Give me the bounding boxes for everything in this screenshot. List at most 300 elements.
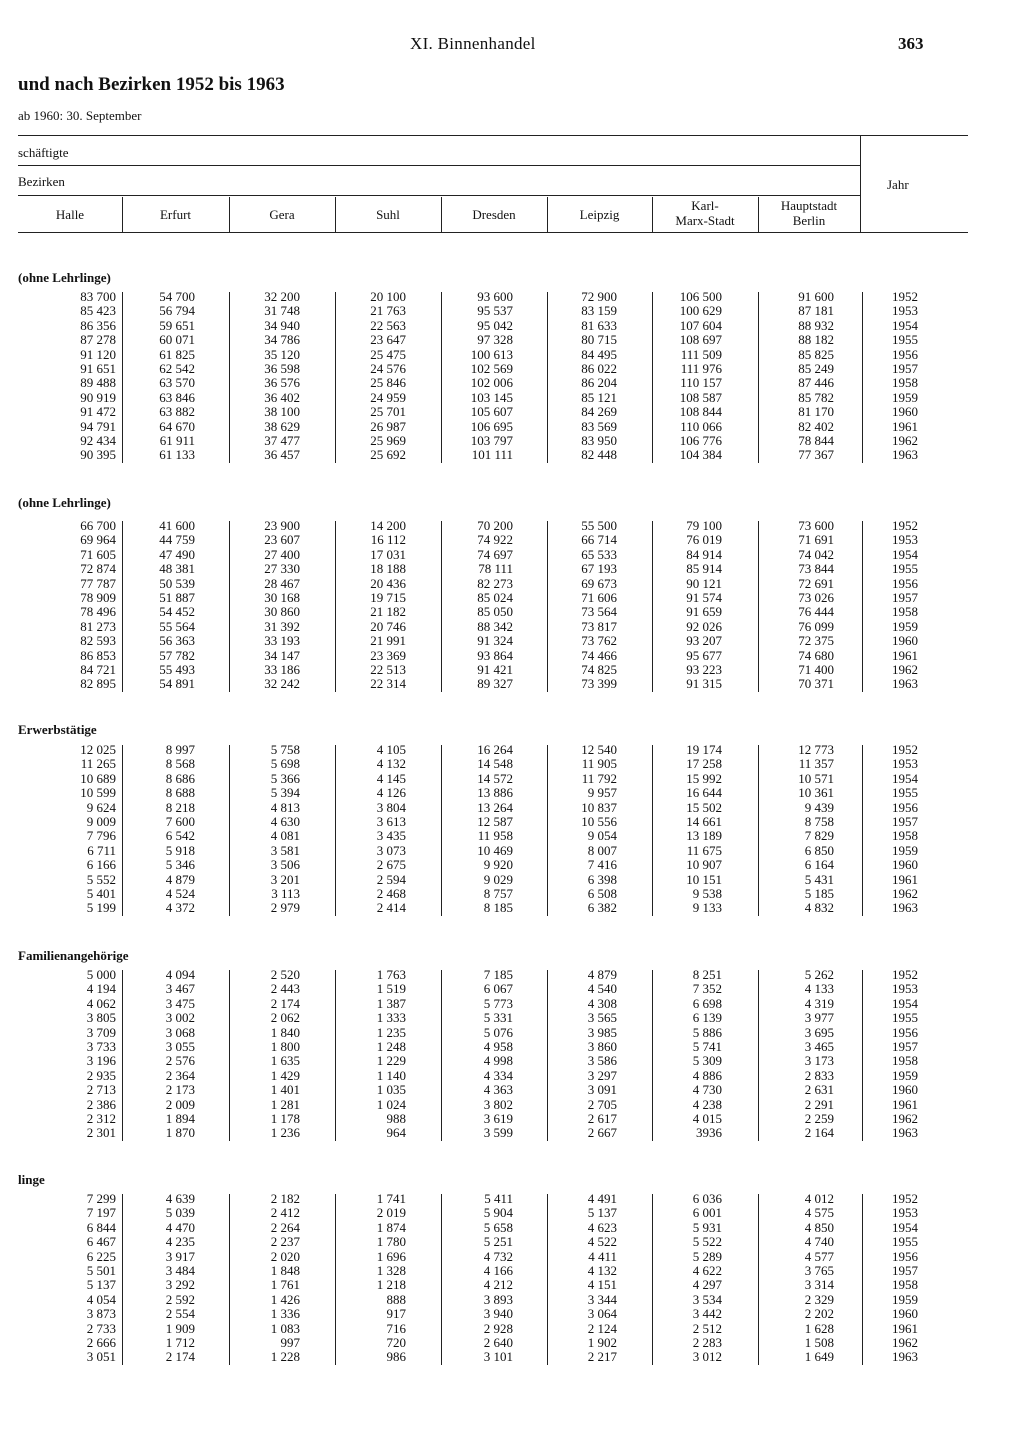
table-cell: 8 757 xyxy=(483,886,513,901)
table-cell: 63 570 xyxy=(159,375,195,391)
header-rule-1 xyxy=(18,165,860,166)
year-cell: 1956 xyxy=(892,1024,918,1040)
table-cell: 91 600 xyxy=(798,289,834,304)
table-cell: 988 xyxy=(386,1111,406,1126)
table-cell: 2 554 xyxy=(165,1306,195,1322)
table-cell: 986 xyxy=(386,1349,406,1365)
table-cell: 5 918 xyxy=(165,842,195,858)
column-header-rule xyxy=(229,197,230,232)
table-cell: 3 940 xyxy=(483,1306,513,1322)
table-cell: 108 844 xyxy=(679,404,722,420)
table-cell: 69 964 xyxy=(80,532,116,548)
table-cell: 104 384 xyxy=(679,447,722,463)
column-header: Erfurt xyxy=(159,207,192,222)
table-cell: 63 846 xyxy=(159,389,195,405)
year-cell: 1953 xyxy=(892,756,918,772)
table-cell: 2 733 xyxy=(86,1320,116,1336)
year-cell: 1960 xyxy=(892,633,918,649)
table-cell: 82 273 xyxy=(477,575,513,591)
table-cell: 4 622 xyxy=(692,1263,722,1278)
table-cell: 4 879 xyxy=(587,967,617,982)
table-cell: 4 166 xyxy=(483,1263,513,1278)
table-cell: 25 846 xyxy=(370,375,406,391)
table-cell: 74 697 xyxy=(477,546,513,562)
table-cell: 720 xyxy=(386,1335,406,1350)
table-cell: 3 765 xyxy=(804,1263,834,1278)
table-cell: 2 217 xyxy=(587,1349,617,1365)
table-cell: 10 151 xyxy=(686,871,722,887)
table-cell: 2 283 xyxy=(692,1335,722,1350)
table-cell: 3 599 xyxy=(483,1125,513,1141)
table-cell: 1 635 xyxy=(270,1053,300,1069)
table-cell: 100 613 xyxy=(470,346,513,362)
column-header: Halle xyxy=(55,207,85,222)
table-cell: 66 700 xyxy=(80,518,116,533)
year-cell: 1952 xyxy=(892,742,918,757)
table-cell: 5 501 xyxy=(86,1263,116,1278)
table-cell: 6 850 xyxy=(804,842,834,858)
table-cell: 5 199 xyxy=(86,900,116,916)
table-cell: 33 186 xyxy=(264,662,300,677)
table-cell: 24 576 xyxy=(370,361,406,376)
table-cell: 4 411 xyxy=(588,1248,617,1264)
table-cell: 1 178 xyxy=(270,1111,300,1126)
table-cell: 5 289 xyxy=(692,1248,722,1264)
table-cell: 54 700 xyxy=(159,289,195,304)
table-cell: 2 301 xyxy=(86,1125,116,1141)
table-cell: 9 054 xyxy=(587,828,617,844)
section-label: Erwerbstätige xyxy=(18,722,97,737)
table-cell: 32 242 xyxy=(264,676,300,692)
table-cell: 10 361 xyxy=(798,785,834,801)
table-cell: 11 675 xyxy=(686,842,722,858)
table-subtitle: ab 1960: 30. September xyxy=(18,108,142,123)
table-cell: 2 182 xyxy=(270,1191,300,1206)
table-cell: 6 067 xyxy=(483,981,513,997)
year-cell: 1956 xyxy=(892,1248,918,1264)
table-cell: 1 902 xyxy=(587,1335,617,1350)
table-cell: 78 111 xyxy=(478,561,513,577)
table-cell: 2 329 xyxy=(804,1291,834,1307)
year-cell: 1959 xyxy=(892,1291,918,1307)
table-cell: 21 763 xyxy=(370,303,406,319)
year-cell: 1957 xyxy=(892,1039,918,1054)
table-cell: 4 308 xyxy=(587,995,617,1011)
table-cell: 3 173 xyxy=(804,1053,834,1069)
section-label: (ohne Lehrlinge) xyxy=(18,495,111,510)
table-cell: 8 568 xyxy=(165,756,195,772)
table-cell: 73 399 xyxy=(581,676,617,692)
table-cell: 3 292 xyxy=(165,1277,195,1293)
table-cell: 11 792 xyxy=(581,770,617,786)
table-cell: 84 721 xyxy=(80,662,116,677)
table-cell: 73 564 xyxy=(581,604,617,620)
year-cell: 1961 xyxy=(892,1320,918,1336)
table-cell: 1 140 xyxy=(376,1067,406,1083)
table-cell: 93 207 xyxy=(686,633,722,649)
table-cell: 6 225 xyxy=(86,1248,116,1264)
table-cell: 3 619 xyxy=(483,1111,513,1126)
table-cell: 106 776 xyxy=(679,433,722,448)
table-cell: 7 352 xyxy=(692,981,722,997)
table-cell: 9 439 xyxy=(804,799,834,815)
running-head: XI. Binnenhandel xyxy=(410,34,536,53)
table-cell: 103 797 xyxy=(470,433,513,448)
year-cell: 1960 xyxy=(892,1306,918,1322)
year-column-rule xyxy=(862,970,863,1141)
table-cell: 103 145 xyxy=(470,389,513,405)
table-cell: 91 472 xyxy=(80,404,116,420)
table-cell: 91 120 xyxy=(80,346,116,362)
table-cell: 4 012 xyxy=(804,1191,834,1206)
table-cell: 97 328 xyxy=(477,332,513,348)
table-cell: 1 426 xyxy=(270,1291,300,1307)
table-cell: 1 848 xyxy=(270,1263,300,1278)
table-cell: 1 628 xyxy=(804,1320,834,1336)
table-cell: 92 434 xyxy=(80,433,116,448)
table-cell: 2 312 xyxy=(86,1111,116,1126)
table-cell: 38 629 xyxy=(264,418,300,434)
table-cell: 3 860 xyxy=(587,1039,617,1054)
table-cell: 91 315 xyxy=(686,676,722,692)
table-cell: 6 164 xyxy=(804,857,834,873)
table-cell: 85 825 xyxy=(798,346,834,362)
column-header: Hauptstadt Berlin xyxy=(780,198,838,228)
table-cell: 4 126 xyxy=(376,785,406,801)
table-cell: 47 490 xyxy=(159,546,195,562)
table-cell: 5 552 xyxy=(86,871,116,887)
table-cell: 3 073 xyxy=(376,842,406,858)
table-cell: 76 099 xyxy=(798,618,834,634)
table-cell: 4 740 xyxy=(804,1234,834,1250)
table-cell: 3 314 xyxy=(804,1277,834,1293)
table-cell: 2 202 xyxy=(804,1306,834,1322)
table-cell: 2 174 xyxy=(165,1349,195,1365)
table-cell: 6 467 xyxy=(86,1234,116,1250)
table-cell: 14 548 xyxy=(477,756,513,772)
table-cell: 73 844 xyxy=(798,561,834,577)
year-cell: 1958 xyxy=(892,375,918,391)
table-cell: 2 666 xyxy=(86,1335,116,1350)
table-cell: 22 563 xyxy=(370,317,406,333)
table-cell: 85 914 xyxy=(686,561,722,577)
table-cell: 30 168 xyxy=(264,590,300,605)
table-cell: 5 039 xyxy=(165,1205,195,1221)
table-cell: 73 026 xyxy=(798,590,834,605)
table-cell: 9 009 xyxy=(86,814,116,829)
table-cell: 4 145 xyxy=(376,770,406,786)
table-cell: 90 121 xyxy=(686,575,722,591)
table-cell: 2 412 xyxy=(270,1205,300,1221)
year-cell: 1961 xyxy=(892,418,918,434)
table-cell: 3 002 xyxy=(165,1010,195,1026)
year-cell: 1955 xyxy=(892,785,918,801)
table-cell: 8 251 xyxy=(692,967,722,982)
table-cell: 4 813 xyxy=(270,799,300,815)
table-cell: 2 020 xyxy=(270,1248,300,1264)
table-cell: 8 688 xyxy=(165,785,195,801)
table-cell: 5 366 xyxy=(270,770,300,786)
table-cell: 4 363 xyxy=(483,1082,513,1098)
table-cell: 3 805 xyxy=(86,1010,116,1026)
table-cell: 9 538 xyxy=(692,886,722,901)
group-header-employees: schäftigte xyxy=(18,145,69,160)
table-cell: 1 508 xyxy=(804,1335,834,1350)
year-cell: 1962 xyxy=(892,886,918,901)
group-header-districts: Bezirken xyxy=(18,174,65,189)
table-cell: 997 xyxy=(280,1335,300,1350)
table-cell: 4 372 xyxy=(165,900,195,916)
table-cell: 101 111 xyxy=(471,447,513,463)
table-cell: 5 185 xyxy=(804,886,834,901)
table-cell: 3 344 xyxy=(587,1291,617,1307)
table-cell: 4 062 xyxy=(86,995,116,1011)
table-cell: 3 581 xyxy=(270,842,300,858)
year-cell: 1962 xyxy=(892,433,918,448)
table-cell: 78 909 xyxy=(80,590,116,605)
year-cell: 1962 xyxy=(892,1111,918,1126)
table-cell: 1 248 xyxy=(376,1039,406,1054)
table-cell: 59 651 xyxy=(159,317,195,333)
table-cell: 4 334 xyxy=(483,1067,513,1083)
table-cell: 36 457 xyxy=(264,447,300,463)
table-cell: 90 395 xyxy=(80,447,116,463)
table-cell: 56 794 xyxy=(159,303,195,319)
table-cell: 16 112 xyxy=(370,532,406,548)
year-cell: 1963 xyxy=(892,1349,918,1365)
table-cell: 93 600 xyxy=(477,289,513,304)
table-cell: 77 787 xyxy=(80,575,116,591)
table-cell: 35 120 xyxy=(264,346,300,362)
table-cell: 6 698 xyxy=(692,995,722,1011)
year-cell: 1952 xyxy=(892,1191,918,1206)
year-column-rule xyxy=(862,292,863,463)
year-cell: 1960 xyxy=(892,1082,918,1098)
year-cell: 1954 xyxy=(892,995,918,1011)
year-cell: 1963 xyxy=(892,900,918,916)
table-cell: 3 467 xyxy=(165,981,195,997)
table-cell: 92 026 xyxy=(686,618,722,634)
year-header: Jahr xyxy=(887,177,909,192)
table-cell: 87 446 xyxy=(798,375,834,391)
table-cell: 2 935 xyxy=(86,1067,116,1083)
table-cell: 2 705 xyxy=(587,1096,617,1112)
table-cell: 4 886 xyxy=(692,1067,722,1083)
table-cell: 90 919 xyxy=(80,389,116,405)
table-cell: 1 229 xyxy=(376,1053,406,1069)
table-cell: 3 101 xyxy=(483,1349,513,1365)
table-cell: 6 844 xyxy=(86,1219,116,1235)
table-cell: 86 853 xyxy=(80,647,116,663)
table-cell: 2 291 xyxy=(804,1096,834,1112)
table-cell: 3 051 xyxy=(86,1349,116,1365)
table-cell: 1 228 xyxy=(270,1349,300,1365)
table-cell: 81 273 xyxy=(80,618,116,634)
table-cell: 87 181 xyxy=(798,303,834,319)
table-cell: 2 631 xyxy=(804,1082,834,1098)
table-cell: 6 398 xyxy=(587,871,617,887)
table-cell: 1 218 xyxy=(376,1277,406,1293)
table-cell: 2 009 xyxy=(165,1096,195,1112)
year-cell: 1963 xyxy=(892,447,918,463)
year-cell: 1956 xyxy=(892,575,918,591)
table-cell: 1 236 xyxy=(270,1125,300,1141)
year-cell: 1957 xyxy=(892,814,918,829)
table-cell: 78 844 xyxy=(798,433,834,448)
table-cell: 93 223 xyxy=(686,662,722,677)
table-cell: 57 782 xyxy=(159,647,195,663)
table-cell: 74 042 xyxy=(798,546,834,562)
table-cell: 37 477 xyxy=(264,433,300,448)
table-cell: 9 920 xyxy=(483,857,513,873)
table-cell: 108 587 xyxy=(679,389,722,405)
table-cell: 16 644 xyxy=(686,785,722,801)
table-cell: 69 673 xyxy=(581,575,617,591)
table-cell: 85 249 xyxy=(798,361,834,376)
table-cell: 3 484 xyxy=(165,1263,195,1278)
table-cell: 71 606 xyxy=(581,590,617,605)
table-cell: 17 031 xyxy=(370,546,406,562)
table-cell: 3936 xyxy=(696,1125,722,1141)
column-header-rule xyxy=(335,197,336,232)
year-cell: 1952 xyxy=(892,967,918,982)
table-cell: 3 802 xyxy=(483,1096,513,1112)
table-cell: 1 761 xyxy=(270,1277,300,1293)
table-cell: 73 817 xyxy=(581,618,617,634)
table-cell: 3 435 xyxy=(376,828,406,844)
table-cell: 102 569 xyxy=(470,361,513,376)
year-cell: 1960 xyxy=(892,404,918,420)
table-cell: 4 879 xyxy=(165,871,195,887)
table-cell: 11 265 xyxy=(80,756,116,772)
table-cell: 2 512 xyxy=(692,1320,722,1336)
table-cell: 1 519 xyxy=(376,981,406,997)
table-cell: 32 200 xyxy=(264,289,300,304)
table-cell: 12 587 xyxy=(477,814,513,829)
table-cell: 15 502 xyxy=(686,799,722,815)
table-cell: 24 959 xyxy=(370,389,406,405)
table-cell: 73 600 xyxy=(798,518,834,533)
table-cell: 8 686 xyxy=(165,770,195,786)
table-cell: 4 319 xyxy=(804,995,834,1011)
table-cell: 81 633 xyxy=(581,317,617,333)
table-cell: 6 166 xyxy=(86,857,116,873)
table-cell: 84 269 xyxy=(581,404,617,420)
table-cell: 3 613 xyxy=(376,814,406,829)
table-cell: 8 218 xyxy=(165,799,195,815)
table-cell: 74 466 xyxy=(581,647,617,663)
table-cell: 3 893 xyxy=(483,1291,513,1307)
table-cell: 3 113 xyxy=(271,886,300,901)
table-cell: 5 658 xyxy=(483,1219,513,1235)
table-cell: 17 258 xyxy=(686,756,722,772)
table-cell: 84 914 xyxy=(686,546,722,562)
year-cell: 1963 xyxy=(892,676,918,692)
table-cell: 5 741 xyxy=(692,1039,722,1054)
table-cell: 4 132 xyxy=(376,756,406,772)
table-cell: 30 860 xyxy=(264,604,300,620)
table-cell: 5 522 xyxy=(692,1234,722,1250)
table-cell: 3 196 xyxy=(86,1053,116,1069)
table-cell: 18 188 xyxy=(370,561,406,577)
table-cell: 61 133 xyxy=(159,447,195,463)
table-cell: 38 100 xyxy=(264,404,300,420)
header-top-rule xyxy=(18,135,968,136)
table-cell: 5 904 xyxy=(483,1205,513,1221)
table-cell: 3 064 xyxy=(587,1306,617,1322)
table-cell: 8 997 xyxy=(165,742,195,757)
table-cell: 5 309 xyxy=(692,1053,722,1069)
table-cell: 13 189 xyxy=(686,828,722,844)
table-cell: 95 677 xyxy=(686,647,722,663)
table-cell: 105 607 xyxy=(470,404,513,420)
table-cell: 2 019 xyxy=(376,1205,406,1221)
table-cell: 94 791 xyxy=(80,418,116,434)
table-cell: 3 977 xyxy=(804,1010,834,1026)
table-cell: 6 001 xyxy=(692,1205,722,1221)
table-cell: 9 029 xyxy=(483,871,513,887)
column-header-rule xyxy=(758,197,759,232)
table-cell: 55 564 xyxy=(159,618,195,634)
table-cell: 2 364 xyxy=(165,1067,195,1083)
table-cell: 10 837 xyxy=(581,799,617,815)
table-cell: 1 649 xyxy=(804,1349,834,1365)
table-cell: 19 174 xyxy=(686,742,722,757)
table-cell: 88 182 xyxy=(798,332,834,348)
table-cell: 20 746 xyxy=(370,618,406,634)
table-cell: 3 297 xyxy=(587,1067,617,1083)
column-header: Gera xyxy=(269,207,295,222)
table-cell: 64 670 xyxy=(159,418,195,434)
table-cell: 72 375 xyxy=(798,633,834,649)
table-cell: 95 042 xyxy=(477,317,513,333)
year-cell: 1954 xyxy=(892,317,918,333)
table-cell: 10 599 xyxy=(80,785,116,801)
table-cell: 2 833 xyxy=(804,1067,834,1083)
table-cell: 2 237 xyxy=(270,1234,300,1250)
table-cell: 4 630 xyxy=(270,814,300,829)
table-cell: 4 832 xyxy=(804,900,834,916)
table-cell: 23 369 xyxy=(370,647,406,663)
table-cell: 23 900 xyxy=(264,518,300,533)
table-cell: 5 331 xyxy=(483,1010,513,1026)
table-cell: 27 330 xyxy=(264,561,300,577)
table-cell: 7 600 xyxy=(165,814,195,829)
column-header: Leipzig xyxy=(579,207,620,222)
table-cell: 83 569 xyxy=(581,418,617,434)
table-cell: 1 800 xyxy=(270,1039,300,1054)
table-cell: 4 730 xyxy=(692,1082,722,1098)
table-cell: 95 537 xyxy=(477,303,513,319)
table-cell: 73 762 xyxy=(581,633,617,649)
year-cell: 1957 xyxy=(892,361,918,376)
table-cell: 25 475 xyxy=(370,346,406,362)
table-cell: 4 850 xyxy=(804,1219,834,1235)
table-cell: 1 281 xyxy=(270,1096,300,1112)
table-cell: 3 068 xyxy=(165,1024,195,1040)
table-cell: 14 572 xyxy=(477,770,513,786)
table-cell: 85 423 xyxy=(80,303,116,319)
table-cell: 4 470 xyxy=(165,1219,195,1235)
table-cell: 5 401 xyxy=(86,886,116,901)
year-cell: 1955 xyxy=(892,332,918,348)
table-cell: 2 520 xyxy=(270,967,300,982)
year-cell: 1954 xyxy=(892,546,918,562)
table-cell: 14 200 xyxy=(370,518,406,533)
table-cell: 91 574 xyxy=(686,590,722,605)
table-cell: 74 922 xyxy=(477,532,513,548)
table-cell: 71 691 xyxy=(798,532,834,548)
